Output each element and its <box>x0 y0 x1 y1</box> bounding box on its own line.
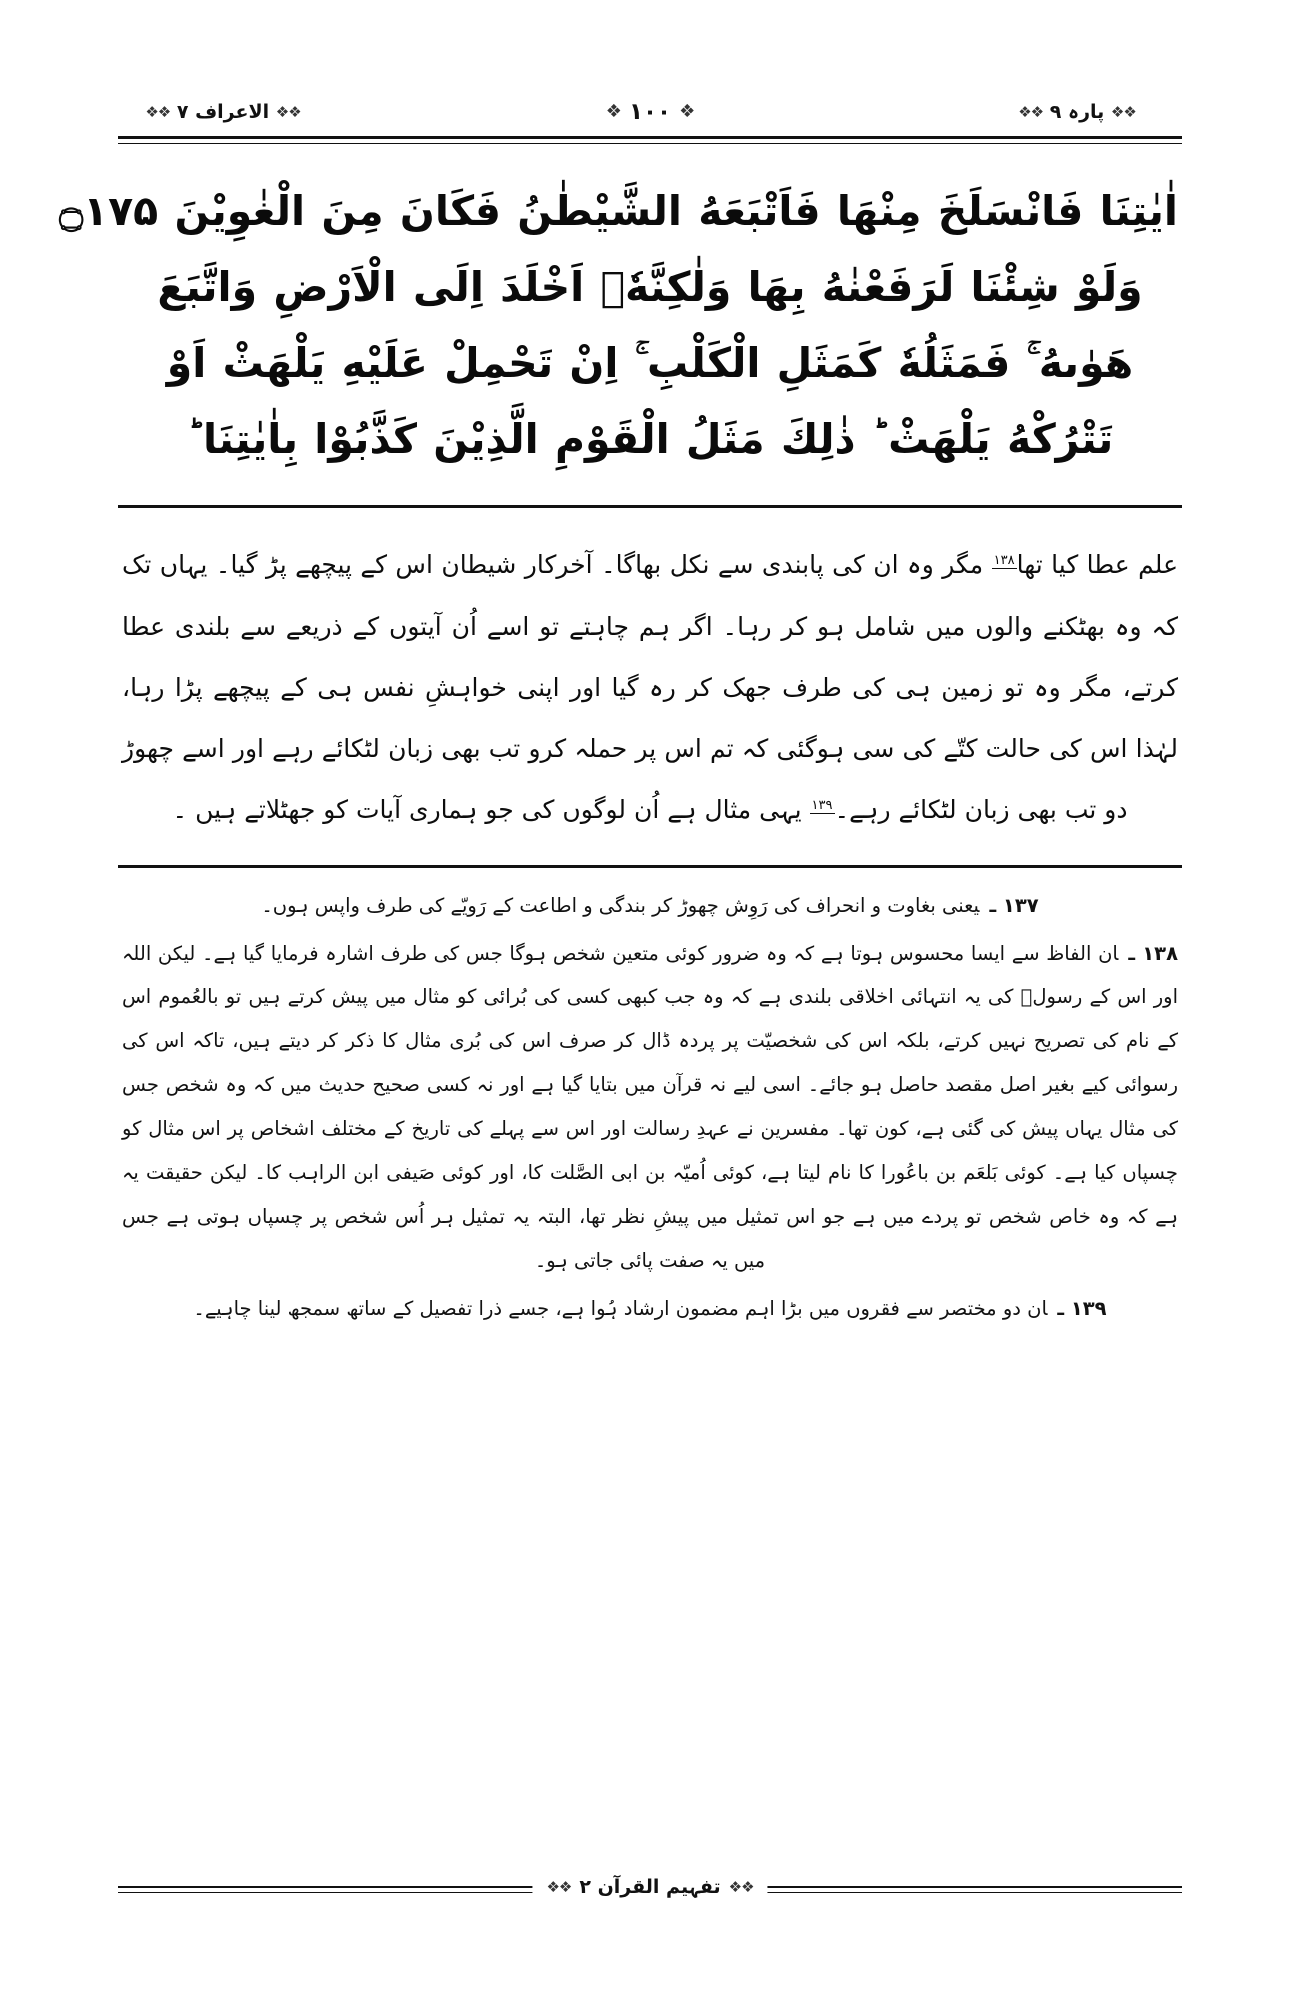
arabic-line: هَوٰىهُ ۚ فَمَثَلُهٗ كَمَثَلِ الْكَلْبِ ۚ اِنْ تَحْمِلْ عَلَيْهِ يَلْهَثْ اَوْ <box>166 338 1134 387</box>
ornament-icon: ❖❖ <box>1018 102 1044 121</box>
footnote-item <box>122 932 1178 1283</box>
arabic-verse-block <box>59 164 1182 499</box>
header-divider-thin <box>118 143 1182 144</box>
urdu-translation <box>118 508 1182 858</box>
arabic-line: وَلَوْ شِئْنَا لَرَفَعْنٰهُ بِهَا وَلٰكِنَّهٗۤ اَخْلَدَ اِلَى الْاَرْضِ وَاتَّبَعَ <box>157 262 1143 311</box>
footnotes-section <box>118 868 1182 1331</box>
book-title: تفہیم القرآن ۲ <box>579 1876 721 1898</box>
juz-label: پارہ ۹ <box>1049 101 1105 123</box>
page-number: ۱۰۰ <box>628 99 672 125</box>
ornament-icon: ❖ <box>679 101 695 122</box>
footnote-item <box>122 884 1178 928</box>
footnote-text: ان الفاظ سے ایسا محسوس ہوتا ہے کہ وہ ضرور کوئی متعین شخص ہوگا جس کی طرف اشارہ فرمایا گیا ہے۔ لیکن اللہ اور اس کے رسولؐ کی یہ انتہائی اخلاقی بلندی ہے کہ وہ جب کبھی کسی کی بُرائی کو مثال میں پیش کرتے ہیں تو بالعُموم اس کے نام کی تصریح نہیں کرتے، بلکہ اس کی شخصیّت پر پردہ ڈال کر صرف اس کی بُری مثال کا ذکر کر دیتے ہیں، تاکہ اس کی رسوائی کیے بغیر اصل مقصد حاصل ہو جائے۔ اسی لیے نہ قرآن میں بتایا گیا ہے اور نہ کسی صحیح حدیث میں کہ وہ شخص جس کی مثال یہاں پیش کی گئی ہے، کون تھا۔ مفسرین نے عہدِ رسالت اور اس سے پہلے کی تاریخ کے مختلف اشخاص پر اس مثال کو چسپاں کیا ہے۔ کوئی بَلعَم بن باعُورا کا نام لیتا ہے، کوئی اُمیّہ بن ابی الصَّلت کا، اور کوئی صَیفی ابن الراہب کا۔ لیکن حقیقت یہ ہے کہ وہ خاص شخص تو پردے میں ہے جو اس تمثیل میں پیشِ نظر تھا، البتہ یہ تمثیل ہر اُس شخص پر چسپاں ہوتی ہے جس میں یہ صفت پائی جاتی ہو۔ <box>122 941 1178 1272</box>
juz-label-box <box>972 92 1182 132</box>
surah-label: الاعراف ۷ <box>176 101 270 123</box>
footnote-number: ۱۳۸ ـ <box>1128 941 1178 965</box>
page-number-box <box>590 92 710 132</box>
footnote-text: یعنی بغاوت و انحراف کی رَوِش چھوڑ کر بندگی و اطاعت کے رَویّے کی طرف واپس ہوں۔ <box>261 893 980 917</box>
translation-part-3: یہی مثال ہے اُن لوگوں کی جو ہماری آیات کو جھٹلاتے ہیں ۔ <box>172 795 810 825</box>
page-footer <box>118 1876 1182 1940</box>
ornament-icon: ❖❖ <box>1110 102 1136 121</box>
footnote-text: ان دو مختصر سے فقروں میں بڑا اہم مضمون ارشاد ہُوا ہے، جسے ذرا تفصیل کے ساتھ سمجھ لینا چاہیے۔ <box>193 1296 1048 1320</box>
ornament-icon: ❖❖ <box>546 1877 572 1896</box>
ornament-icon: ❖❖ <box>145 102 171 121</box>
footnote-number: ۱۳۹ ـ <box>1057 1296 1107 1320</box>
ornament-icon: ❖ <box>605 101 621 122</box>
header-divider-thick <box>118 136 1182 139</box>
footnote-number: ۱۳۷ ـ <box>989 893 1039 917</box>
page-header <box>118 90 1182 146</box>
footnote-marker-139[interactable]: ۱۳۹ <box>811 798 833 814</box>
ornament-icon: ❖❖ <box>275 102 301 121</box>
surah-label-box <box>118 92 328 132</box>
arabic-line: اٰیٰتِنَا فَانْسَلَخَ مِنْهَا فَاَتْبَعَهُ الشَّيْطٰنُ فَكَانَ مِنَ الْغٰوِيْنَ ۝۱۷۵ <box>59 187 1178 235</box>
book-title-badge <box>532 1874 767 1900</box>
translation-part-1: علم عطا کیا تھا <box>1016 550 1178 580</box>
translation-part-2: مگر وہ ان کی پابندی سے نکل بھاگا۔ آخرکار شیطان اس کے پیچھے پڑ گیا۔ یہاں تک کہ وہ بھٹکنے والوں میں شامل ہو کر رہا۔ اگر ہم چاہتے تو اسے اُن آیتوں کے ذریعے سے بلندی عطا کرتے، مگر وہ تو زمین ہی کی طرف جھک کر رہ گیا اور اپنی خواہشِ نفس ہی کے پیچھے پڑا رہا، لہٰذا اس کی حالت کتّے کی سی ہوگئی کہ تم اس پر حملہ کرو تب بھی زبان لٹکائے رہے اور اسے چھوڑ دو تب بھی زبان لٹکائے رہے۔ <box>122 550 1178 825</box>
footnote-marker-138[interactable]: ۱۳۸ <box>993 553 1015 569</box>
page-content <box>59 90 1182 1940</box>
footnote-item <box>122 1287 1178 1331</box>
arabic-line: تَتْرُكْهُ يَلْهَثْ ؕ ذٰلِكَ مَثَلُ الْقَوْمِ الَّذِيْنَ كَذَّبُوْا بِاٰيٰتِنَا ؕ <box>186 414 1114 463</box>
ornament-icon: ❖❖ <box>728 1877 754 1896</box>
